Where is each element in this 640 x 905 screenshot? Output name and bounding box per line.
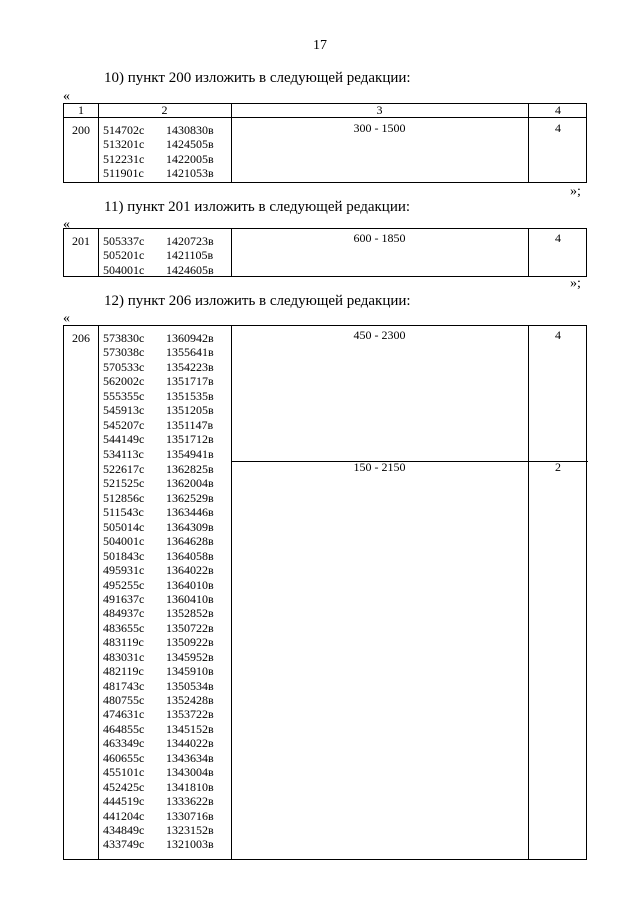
category-value: 2 — [555, 460, 561, 474]
coord-e: 1353722в — [166, 707, 214, 722]
coord-e: 1360410в — [166, 591, 214, 606]
coord-row — [103, 621, 226, 635]
coord-row — [103, 722, 226, 736]
coord-row — [103, 751, 226, 765]
coord-n: 452425с — [103, 779, 145, 794]
coord-row — [103, 592, 226, 606]
coord-row — [103, 563, 226, 577]
coord-e: 1343634в — [166, 750, 214, 765]
category-value: 4 — [555, 231, 561, 245]
section-heading-200: 10) пункт 200 изложить в следующей редакции: — [104, 70, 411, 86]
coord-row — [103, 780, 226, 794]
coord-row — [103, 403, 226, 417]
depth-range: 450 - 2300 — [353, 328, 406, 342]
coord-row — [103, 809, 226, 823]
coord-n: 484937с — [103, 606, 145, 621]
coord-e: 1364058в — [166, 548, 214, 563]
coord-e: 1351712в — [166, 432, 214, 447]
coord-e: 1350534в — [166, 678, 214, 693]
coordinates-list-part-2 — [103, 462, 226, 852]
item-number: 206 — [72, 331, 90, 345]
coord-e: 1362004в — [166, 476, 214, 491]
coord-row — [103, 505, 226, 519]
coord-n: 545207с — [103, 417, 145, 432]
coord-n: 464855с — [103, 721, 145, 736]
column-divider — [98, 229, 99, 276]
coord-e: 1362825в — [166, 462, 214, 476]
coord-n: 480755с — [103, 693, 145, 707]
coord-e: 1430830в — [166, 123, 214, 137]
coord-n: 505014с — [103, 519, 145, 534]
coord-n: 511901с — [103, 166, 144, 181]
coord-e: 1364010в — [166, 577, 214, 592]
coord-e: 1341810в — [166, 779, 214, 794]
coord-n: 495255с — [103, 577, 145, 592]
coord-n: 512856с — [103, 490, 145, 505]
coord-n: 512231с — [103, 151, 145, 166]
section-heading-201: 11) пункт 201 изложить в следующей редакции: — [104, 199, 411, 215]
coord-e: 1351717в — [166, 374, 214, 389]
coord-row — [103, 823, 226, 837]
coord-e: 1321003в — [166, 837, 214, 852]
coord-n: 562002с — [103, 374, 145, 389]
coord-n: 511543с — [103, 505, 144, 520]
coord-row — [103, 664, 226, 678]
header-col-2: 2 — [161, 103, 168, 117]
coord-n: 504001с — [103, 262, 145, 277]
coord-e: 1424505в — [166, 137, 214, 152]
coord-n: 433749с — [103, 837, 145, 852]
coord-row — [103, 765, 226, 779]
coord-n: 522617с — [103, 462, 145, 476]
coord-e: 1352852в — [166, 606, 214, 621]
depth-range: 600 - 1850 — [353, 231, 406, 245]
coord-e: 1330716в — [166, 808, 214, 823]
coord-e: 1350922в — [166, 635, 214, 650]
coord-row — [103, 578, 226, 592]
coord-row — [103, 707, 226, 721]
coord-e: 1364628в — [166, 534, 214, 549]
coord-row — [103, 606, 226, 620]
coord-n: 483031с — [103, 649, 145, 664]
coord-n: 521525с — [103, 476, 145, 491]
close-quote: »; — [570, 276, 581, 291]
coord-row — [103, 635, 226, 649]
category-value: 4 — [555, 121, 561, 135]
coord-e: 1362529в — [166, 490, 214, 505]
coord-n: 463349с — [103, 736, 145, 751]
coord-e: 1364022в — [166, 563, 214, 578]
open-quote: « — [63, 217, 70, 232]
coord-row — [103, 650, 226, 664]
coord-n: 545913с — [103, 403, 145, 418]
coord-e: 1333622в — [166, 794, 214, 809]
coord-row — [103, 447, 226, 461]
coord-row — [103, 166, 226, 180]
coord-n: 483119с — [103, 635, 144, 650]
open-quote: « — [63, 311, 70, 326]
coord-n: 491637с — [103, 591, 145, 606]
coord-n: 544149с — [103, 432, 145, 447]
table-200 — [63, 103, 587, 183]
coord-n: 460655с — [103, 750, 145, 765]
coord-row — [103, 837, 226, 851]
coord-n: 481743с — [103, 678, 145, 693]
table-201 — [63, 228, 587, 277]
coord-row — [103, 491, 226, 505]
close-quote: »; — [570, 184, 581, 199]
coord-n: 573038с — [103, 345, 145, 360]
coord-n: 570533с — [103, 359, 145, 374]
coord-row — [103, 679, 226, 693]
depth-range: 300 - 1500 — [353, 121, 406, 135]
coord-e: 1363446в — [166, 505, 214, 520]
coord-n: 504001с — [103, 534, 145, 549]
header-col-4: 4 — [555, 103, 561, 117]
coord-e: 1420723в — [166, 234, 214, 248]
coord-n: 434849с — [103, 822, 145, 837]
coord-row — [103, 693, 226, 707]
coord-e: 1345152в — [166, 721, 214, 736]
item-number: 200 — [72, 123, 90, 137]
depth-range: 150 - 2150 — [353, 460, 406, 474]
coord-row — [103, 374, 226, 388]
coord-e: 1360942в — [166, 331, 214, 345]
coord-e: 1343004в — [166, 765, 214, 780]
coord-row — [103, 462, 226, 476]
coord-e: 1354223в — [166, 359, 214, 374]
header-col-3: 3 — [376, 103, 383, 117]
coord-n: 514702с — [103, 123, 145, 137]
coord-n: 483655с — [103, 620, 145, 635]
coord-row — [103, 794, 226, 808]
category-value: 4 — [555, 328, 561, 342]
coord-e: 1355641в — [166, 345, 214, 360]
coord-e: 1354941в — [166, 446, 214, 461]
coord-e: 1351205в — [166, 403, 214, 418]
coord-n: 455101с — [103, 765, 145, 780]
coordinates-list — [103, 234, 226, 277]
coord-row — [103, 432, 226, 446]
coord-row — [103, 736, 226, 750]
coord-row — [103, 476, 226, 490]
coord-row — [103, 123, 226, 137]
coord-n: 495931с — [103, 563, 145, 578]
coord-e: 1344022в — [166, 736, 214, 751]
coord-row — [103, 360, 226, 374]
coordinates-list — [103, 123, 226, 181]
coord-n: 555355с — [103, 388, 145, 403]
coord-e: 1345910в — [166, 664, 214, 679]
coord-n: 444519с — [103, 794, 145, 809]
coord-row — [103, 137, 226, 151]
coord-row — [103, 263, 226, 277]
coord-row — [103, 248, 226, 262]
coord-n: 501843с — [103, 548, 145, 563]
coord-e: 1421105в — [166, 248, 214, 263]
column-divider — [98, 326, 99, 859]
coord-e: 1351147в — [166, 417, 214, 432]
coordinates-list-part-1 — [103, 331, 226, 461]
coord-e: 1424605в — [166, 262, 214, 277]
coord-n: 505201с — [103, 248, 145, 263]
coord-e: 1345952в — [166, 649, 214, 664]
coord-e: 1351535в — [166, 388, 214, 403]
coord-row — [103, 389, 226, 403]
coord-e: 1364309в — [166, 519, 214, 534]
table-206 — [63, 325, 587, 860]
coord-row — [103, 534, 226, 548]
open-quote: « — [63, 89, 70, 104]
coord-n: 513201с — [103, 137, 145, 152]
coord-row — [103, 331, 226, 345]
coord-e: 1421053в — [166, 166, 214, 181]
column-divider — [231, 326, 232, 859]
section-heading-206: 12) пункт 206 изложить в следующей редакции: — [104, 293, 411, 309]
coord-n: 482119с — [103, 664, 144, 679]
coord-row — [103, 549, 226, 563]
coord-row — [103, 520, 226, 534]
coord-e: 1350722в — [166, 620, 214, 635]
coord-n: 534113с — [103, 446, 144, 461]
coord-n: 573830с — [103, 331, 145, 345]
coord-n: 441204с — [103, 808, 145, 823]
page-number: 17 — [313, 38, 327, 53]
coord-e: 1323152в — [166, 822, 214, 837]
coord-row — [103, 152, 226, 166]
coord-e: 1422005в — [166, 151, 214, 166]
item-number: 201 — [72, 234, 90, 248]
header-col-1: 1 — [78, 103, 84, 117]
column-divider — [528, 326, 529, 859]
coord-row — [103, 234, 226, 248]
coord-row — [103, 418, 226, 432]
coord-e: 1352428в — [166, 693, 214, 707]
coord-n: 505337с — [103, 234, 145, 248]
coord-n: 474631с — [103, 707, 145, 722]
coord-row — [103, 345, 226, 359]
